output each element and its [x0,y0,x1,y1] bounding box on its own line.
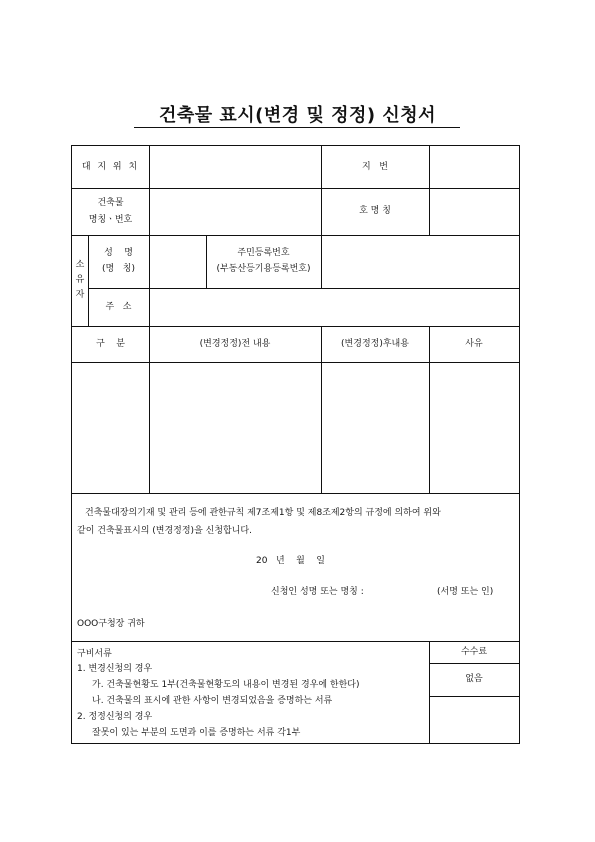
building-name-label-line2: 명칭ㆍ번호 [88,214,133,225]
application-date[interactable]: 20 년 월 일 [256,556,326,566]
building-name-label [72,188,149,235]
owner-label-char: 자 [75,290,85,300]
unit-name-label: 호 명 칭 [359,206,391,216]
reason-cell[interactable] [430,363,519,493]
signature-label[interactable]: (서명 또는 인) [437,587,494,597]
owner-label [72,235,88,326]
location-label: 대 지 위 치 [81,161,140,172]
applicant-name-label: 신청인 성명 또는 명칭 : [271,587,364,597]
after-content-cell[interactable] [322,363,429,493]
declaration-line1: 건축물대장의기재 및 관리 등에 관한규칙 제7조제1항 및 제8조제2항의 규정에 의하여 위와 [85,508,441,518]
row-divider [72,493,519,494]
resident-number-label-line1: 주민등록번호 [237,248,290,258]
recipient-line: OOO구청장 귀하 [77,619,145,629]
category-cell[interactable] [73,363,149,493]
resident-number-label-line2: (부동산등기용등록번호) [216,264,311,274]
document-item-correction: 2. 정정신청의 경우 [77,712,153,722]
owner-label-char: 유 [75,275,85,285]
building-name-field[interactable] [150,188,321,235]
location-field[interactable] [150,146,321,188]
before-content-cell[interactable] [150,363,321,493]
before-content-header: (변경정정)전 내용 [199,338,271,349]
row-divider [429,696,519,697]
unit-name-field[interactable] [430,188,519,235]
document-item-change: 1. 변경신청의 경우 [77,664,153,674]
declaration-line2: 같이 건축물표시의 (변경정정)을 신청합니다. [77,526,252,536]
reason-header: 사유 [465,338,483,349]
owner-address-label: 주 소 [105,301,132,312]
after-content-header: (변경정정)후내용 [341,338,409,349]
owner-name-label-line1: 성 명 [104,248,133,258]
form-title: 건축물 표시(변경 및 정정) 신청서 [158,105,437,126]
document-item-change-b: 나. 건축물의 표시에 관한 사항이 변경되었음을 증명하는 서류 [92,696,333,706]
lot-number-label: 지 번 [362,161,388,172]
document-item-change-a: 가. 건축물현황도 1부(건축물현황도의 내용이 변경된 경우에 한한다) [92,680,360,690]
building-name-label-line1: 건축물 [97,197,124,208]
fee-value: 없음 [465,674,483,684]
fee-label: 수수료 [460,646,488,657]
title-underline [134,127,460,128]
resident-number-label [206,235,321,288]
owner-label-char: 소 [75,260,85,270]
owner-address-field[interactable] [150,288,519,326]
resident-number-field[interactable] [322,235,519,288]
owner-name-label-line2: (명 칭) [102,264,135,274]
lot-number-field[interactable] [430,146,519,188]
document-item-correction-a: 잘못이 있는 부분의 도면과 이를 증명하는 서류 각1부 [92,728,301,738]
application-form [71,145,520,744]
required-documents-header: 구비서류 [77,649,112,659]
category-header: 구 분 [96,338,125,349]
owner-name-field[interactable] [150,235,206,288]
owner-name-label [88,235,149,288]
